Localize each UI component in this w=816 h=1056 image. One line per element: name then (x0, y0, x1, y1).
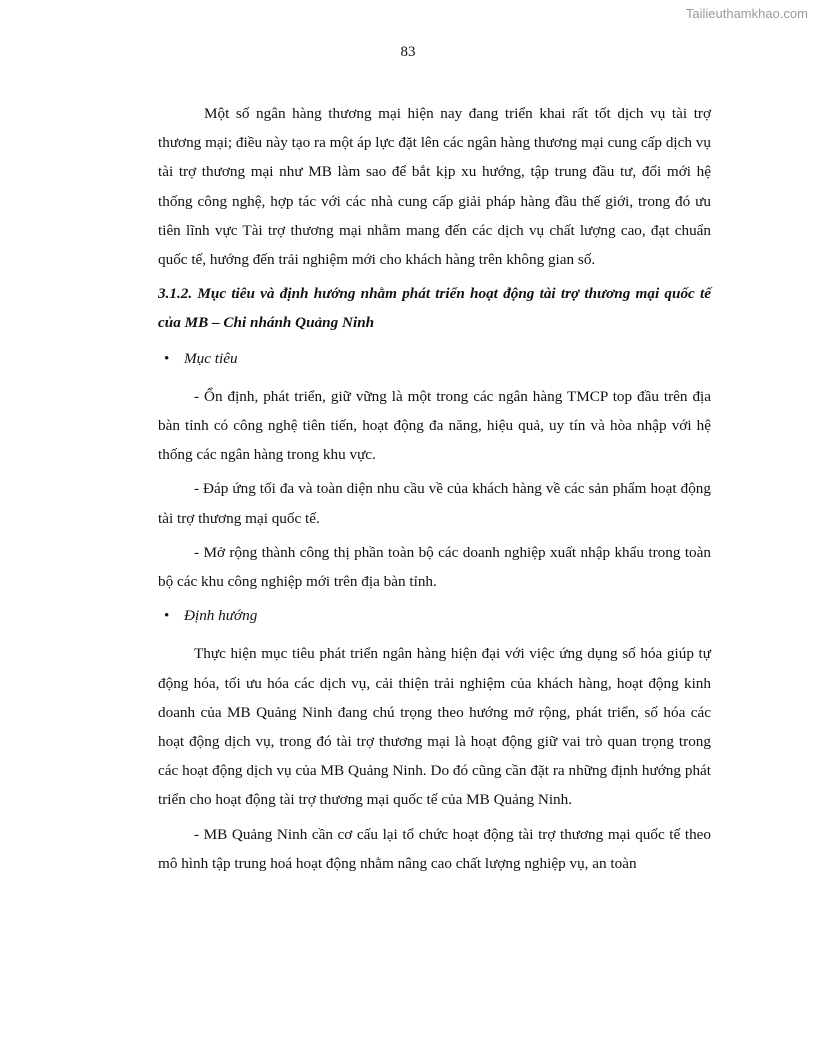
bullet-icon: • (164, 607, 170, 625)
paragraph-goal-1: - Ổn định, phát triển, giữ vững là một trong các ngân hàng TMCP top đầu trên địa bàn tỉnh có công nghệ tiên tiến, hoạt động đa năng, hiệu quả, uy tín và hòa nhập với hệ thống các ngân hàng trong khu vực. (158, 387, 711, 464)
page-number: 83 (400, 44, 416, 60)
paragraph-goal-2: - Đáp ứng tối đa và toàn diện nhu cầu về của khách hàng về các sản phẩm hoạt động tài trợ thương mại quốc tế. (158, 480, 711, 527)
paragraph-direction-1: Thực hiện mục tiêu phát triển ngân hàng hiện đại với việc ứng dụng số hóa giúp tự động hóa, tối ưu hóa các dịch vụ, cải thiện trải nghiệm của khách hàng, hoạt động kinh doanh của MB Quảng Ninh đang chú trọng theo hướng mở rộng, phát triển, số hóa các hoạt động dịch vụ, trong đó tài trợ thương mại là hoạt động giữ vai trò quan trọng trong các hoạt động dịch vụ của MB Quảng Ninh. Do đó cũng cần đặt ra những định hướng phát triển cho hoạt động tài trợ thương mại quốc tế của MB Quảng Ninh. (158, 645, 711, 809)
bullet-icon: • (164, 349, 170, 367)
document-body (158, 99, 711, 883)
paragraph-goal-3: - Mở rộng thành công thị phần toàn bộ các doanh nghiệp xuất nhập khẩu trong toàn bộ các khu công nghiệp mới trên địa bàn tỉnh. (158, 543, 711, 591)
watermark: Tailieuthamkhao.com (685, 6, 808, 21)
bullet-direction (158, 601, 711, 630)
bullet-goal-label: Mục tiêu (184, 349, 238, 367)
paragraph-intro: Một số ngân hàng thương mại hiện nay đang triển khai rất tốt dịch vụ tài trợ thương mại; điều này tạo ra một áp lực đặt lên các ngân hàng thương mại cung cấp dịch vụ tài trợ thương mại như MB làm sao để bắt kịp xu hướng, tập trung đầu tư, đổi mới hệ thống công nghệ, hợp tác với các nhà cung cấp giải pháp hàng đầu thế giới, trong đó ưu tiên lĩnh vực Tài trợ thương mại nhằm mang đến các dịch vụ chất lượng cao, đạt chuẩn quốc tế, hướng đến trải nghiệm mới cho khách hàng trên không gian số. (158, 105, 711, 269)
bullet-goal (158, 344, 711, 373)
section-heading: 3.1.2. Mục tiêu và định hướng nhằm phát triển hoạt động tài trợ thương mại quốc tế của MB – Chi nhánh Quảng Ninh (158, 285, 711, 332)
bullet-direction-label: Định hướng (184, 607, 258, 625)
paragraph-direction-2: - MB Quảng Ninh cần cơ cấu lại tổ chức hoạt động tài trợ thương mại quốc tế theo mô hình tập trung hoá hoạt động nhằm nâng cao chất lượng nghiệp vụ, an toàn (158, 825, 711, 872)
